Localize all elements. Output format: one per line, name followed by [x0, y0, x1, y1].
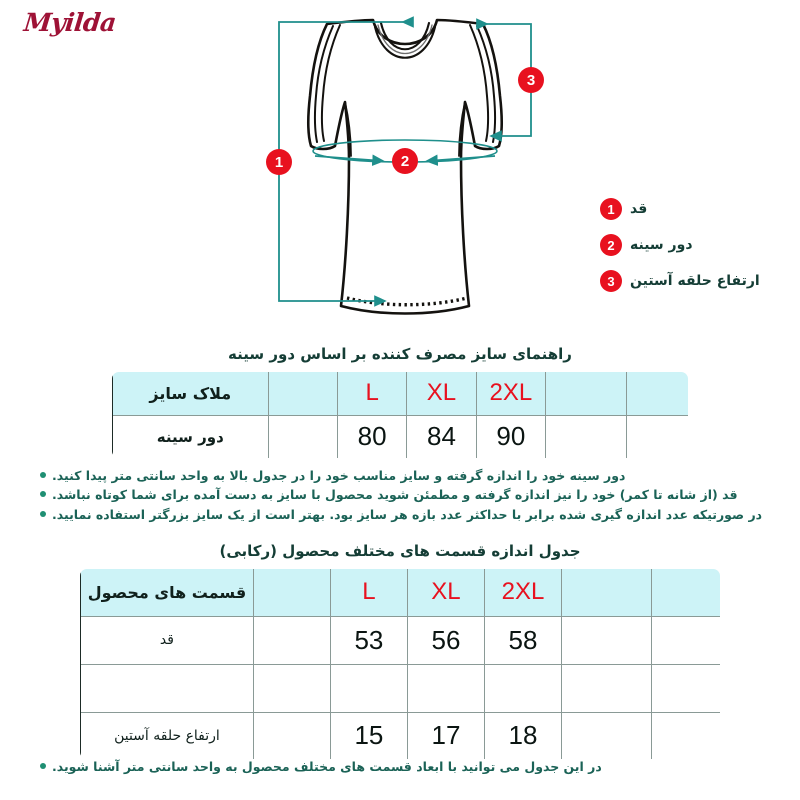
legend-badge-2: 2 — [600, 234, 622, 256]
table2-r2-spacer-c — [253, 712, 330, 760]
legend-badge-1: 1 — [600, 198, 622, 220]
table1-size-2xl: 2XL — [476, 371, 545, 415]
table2-size-l: L — [330, 568, 407, 616]
table1-r0-spacer-a — [626, 415, 690, 459]
legend-item-2 — [600, 234, 776, 256]
table1-header-spacer-c — [268, 371, 337, 415]
brand-logo: Myilda — [22, 8, 118, 37]
table2-r0-label: قد — [80, 616, 253, 664]
table1-header-spacer-b — [546, 371, 627, 415]
table1-r0-label: دور سینه — [112, 415, 268, 459]
table2-r1-v1 — [407, 664, 484, 712]
note-item — [40, 485, 738, 504]
bullet-dot-icon — [40, 511, 46, 517]
note-text: قد (از شانه تا کمر) خود را نیز اندازه گرفته و مطمئن شوید محصول با سایز به دست آمده برای شما کوتاه نباشد. — [52, 487, 738, 503]
note-text: در این جدول می توانید با ابعاد قسمت های مختلف محصول به واحد سانتی متر آشنا شوید. — [52, 759, 602, 774]
table2-size-2xl: 2XL — [484, 568, 561, 616]
table2-r1-v0 — [484, 664, 561, 712]
table2-header-spacer-a — [651, 568, 722, 616]
table2 — [78, 567, 722, 761]
table1-header-label: ملاک سایز — [112, 371, 268, 415]
legend-label-1: قد — [630, 201, 648, 217]
table1-r0-spacer-b — [546, 415, 627, 459]
table2-r1-spacer-c — [253, 664, 330, 712]
svg-text:1: 1 — [274, 154, 284, 171]
legend-badge-3: 3 — [600, 270, 622, 292]
table1-r0-v0: 90 — [476, 415, 545, 459]
table2-r0-spacer-b — [562, 616, 652, 664]
bullet-dot-icon — [40, 491, 46, 497]
note-item — [40, 505, 763, 524]
table1-header-spacer-a — [626, 371, 690, 415]
table2-header-spacer-c — [253, 568, 330, 616]
table1-header-row — [112, 371, 690, 415]
consumer-size-guide-block — [110, 345, 690, 460]
table2-header-row — [80, 568, 722, 616]
table1 — [110, 370, 690, 460]
measurement-legend — [600, 198, 776, 292]
table-row — [80, 664, 722, 712]
table2-r2-v0: 18 — [484, 712, 561, 760]
table2-r2-v2: 15 — [330, 712, 407, 760]
legend-item-3 — [600, 270, 776, 292]
product-measurements-notes — [40, 757, 700, 776]
legend-label-3: ارتفاع حلقه آستین — [630, 273, 760, 289]
table2-title: جدول اندازه قسمت های مختلف محصول (رکابی) — [219, 542, 581, 560]
table2-r1-v2 — [330, 664, 407, 712]
legend-item-1 — [600, 198, 776, 220]
table2-r2-label: ارتفاع حلقه آستین — [80, 712, 253, 760]
table2-r1-spacer-a — [651, 664, 722, 712]
note-text: در صورتیکه عدد اندازه گیری شده برابر با حداکثر عدد بازه هر سایز بود. بهتر است از یک سایز بزرگتر استفاده نمایید. — [52, 506, 763, 522]
size-guide-notes — [40, 466, 763, 524]
table2-r0-spacer-c — [253, 616, 330, 664]
garment-illustration — [255, 10, 555, 340]
table2-r2-v1: 17 — [407, 712, 484, 760]
table2-r1-spacer-b — [562, 664, 652, 712]
table2-r1-label — [80, 664, 253, 712]
table2-size-xl: XL — [407, 568, 484, 616]
note-text: دور سینه خود را اندازه گرفته و سایز مناسب خود را در جدول بالا به واحد سانتی متر پیدا کنید. — [52, 468, 626, 483]
note-item — [40, 466, 700, 485]
bullet-dot-icon — [40, 472, 46, 478]
table2-header-spacer-b — [562, 568, 652, 616]
svg-text:2: 2 — [400, 153, 410, 170]
table1-r0-spacer-c — [268, 415, 337, 459]
table-row — [80, 616, 722, 664]
bullet-dot-icon — [40, 763, 46, 769]
table2-r0-v2: 53 — [330, 616, 407, 664]
table1-size-l: L — [337, 371, 406, 415]
table2-header-label: قسمت های محصول — [80, 568, 253, 616]
table2-r0-v1: 56 — [407, 616, 484, 664]
note-item — [40, 757, 700, 776]
table2-r2-spacer-b — [562, 712, 652, 760]
table2-r0-spacer-a — [651, 616, 722, 664]
table2-r2-spacer-a — [651, 712, 722, 760]
table-row — [112, 415, 690, 459]
table1-title: راهنمای سایز مصرف کننده بر اساس دور سینه — [228, 345, 572, 363]
table1-r0-v1: 84 — [407, 415, 476, 459]
table1-r0-v2: 80 — [337, 415, 406, 459]
table1-size-xl: XL — [407, 371, 476, 415]
svg-text:3: 3 — [526, 72, 536, 89]
table2-r0-v0: 58 — [484, 616, 561, 664]
table-row — [80, 712, 722, 760]
product-measurements-block — [78, 542, 722, 761]
legend-label-2: دور سینه — [630, 237, 693, 253]
